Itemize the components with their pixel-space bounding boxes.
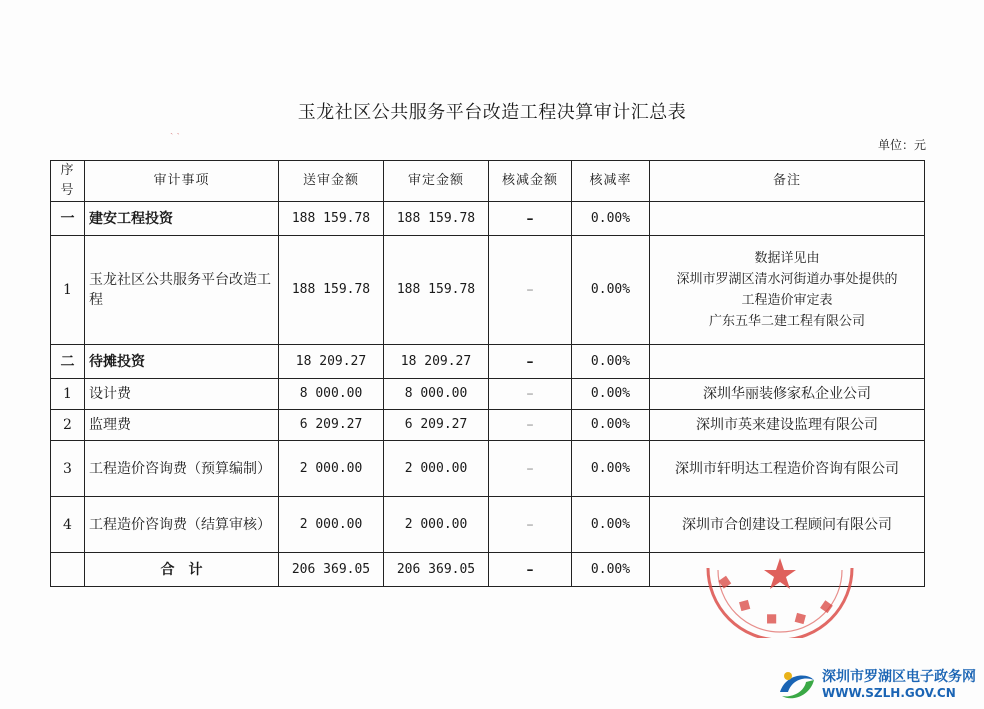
table-row: [51, 236, 925, 345]
official-seal-image: [700, 548, 860, 638]
col-header-submitted: 送审金额: [279, 161, 384, 202]
cell-submitted: 18 209.27: [279, 345, 384, 379]
col-header-reduced: 核减金额: [489, 161, 572, 202]
svg-text:■: ■: [737, 596, 752, 613]
unit-label: 单位：元: [877, 138, 926, 152]
cell-item: 监理费: [85, 410, 279, 441]
cell-submitted: 6 209.27: [279, 410, 384, 441]
cell-approved: 6 209.27: [384, 410, 489, 441]
cell-note: [650, 236, 925, 345]
watermark-en: WWW.SZLH.GOV.CN: [822, 686, 956, 700]
cell-submitted: 206 369.05: [279, 553, 384, 587]
watermark-cn: 深圳市罗湖区电子政务网: [822, 669, 976, 685]
cell-rate: 0.00%: [572, 497, 650, 553]
table-row-section-1: [51, 202, 925, 236]
cell-note: 深圳市合创建设工程顾问有限公司: [650, 497, 925, 553]
col-header-no: 序号: [51, 161, 85, 202]
cell-reduced: –: [489, 497, 572, 553]
cell-reduced: –: [489, 410, 572, 441]
table-row: [51, 379, 925, 410]
cell-reduced: –: [489, 236, 572, 345]
cell-note: 深圳市英来建设监理有限公司: [650, 410, 925, 441]
cell-submitted: 8 000.00: [279, 379, 384, 410]
cell-rate: 0.00%: [572, 345, 650, 379]
cell-reduced: –: [489, 379, 572, 410]
cell-rate: 0.00%: [572, 202, 650, 236]
cell-rate: 0.00%: [572, 441, 650, 497]
cell-reduced: –: [489, 202, 572, 236]
cell-reduced: –: [489, 553, 572, 587]
cell-no: 1: [51, 379, 85, 410]
table-row: [51, 441, 925, 497]
cell-item: 工程造价咨询费（预算编制）: [85, 441, 279, 497]
note-line: 数据详见由: [754, 251, 820, 266]
swirl-logo-icon: [776, 666, 818, 706]
cell-rate: 0.00%: [572, 553, 650, 587]
cell-approved: 8 000.00: [384, 379, 489, 410]
cell-item: 工程造价咨询费（结算审核）: [85, 497, 279, 553]
cell-submitted: 2 000.00: [279, 497, 384, 553]
cell-total-label: 合 计: [85, 553, 279, 587]
col-header-approved: 审定金额: [384, 161, 489, 202]
watermark-logo: [776, 664, 976, 708]
table-row: [51, 410, 925, 441]
table-row-section-2: [51, 345, 925, 379]
cell-note: 深圳市轩明达工程造价咨询有限公司: [650, 441, 925, 497]
cell-item: 玉龙社区公共服务平台改造工程: [85, 236, 279, 345]
cell-note: 深圳华丽装修家私企业公司: [650, 379, 925, 410]
cell-approved: 188 159.78: [384, 236, 489, 345]
cell-submitted: 2 000.00: [279, 441, 384, 497]
cell-no: 一: [51, 202, 85, 236]
cell-reduced: –: [489, 441, 572, 497]
cell-approved: 2 000.00: [384, 441, 489, 497]
cell-approved: 18 209.27: [384, 345, 489, 379]
cell-submitted: 188 159.78: [279, 236, 384, 345]
cell-no: [51, 553, 85, 587]
cell-rate: 0.00%: [572, 410, 650, 441]
note-line: 工程造价审定表: [741, 293, 833, 308]
svg-text:■: ■: [818, 596, 836, 615]
col-header-item: 审计事项: [85, 161, 279, 202]
svg-text:■: ■: [715, 572, 734, 591]
cell-no: 2: [51, 410, 85, 441]
header-row: [51, 161, 925, 202]
cell-approved: 2 000.00: [384, 497, 489, 553]
note-line: 广东五华二建工程有限公司: [708, 314, 865, 329]
cell-approved: 206 369.05: [384, 553, 489, 587]
note-line: 深圳市罗湖区清水河街道办事处提供的: [676, 272, 898, 287]
document-title: 玉龙社区公共服务平台改造工程决算审计汇总表: [297, 102, 687, 123]
cell-item: 建安工程投资: [85, 202, 279, 236]
scan-mark: ˎ ˏ: [170, 124, 180, 135]
cell-reduced: –: [489, 345, 572, 379]
audit-summary-table: [50, 160, 925, 587]
cell-no: 3: [51, 441, 85, 497]
svg-text:■: ■: [766, 611, 778, 625]
cell-note: [650, 345, 925, 379]
cell-note: [650, 202, 925, 236]
cell-no: 二: [51, 345, 85, 379]
cell-no: 1: [51, 236, 85, 345]
table-row: [51, 497, 925, 553]
cell-submitted: 188 159.78: [279, 202, 384, 236]
cell-rate: 0.00%: [572, 379, 650, 410]
cell-rate: 0.00%: [572, 236, 650, 345]
col-header-note: 备注: [650, 161, 925, 202]
svg-text:■: ■: [793, 609, 808, 626]
col-header-rate: 核减率: [572, 161, 650, 202]
cell-item: 待摊投资: [85, 345, 279, 379]
cell-no: 4: [51, 497, 85, 553]
cell-approved: 188 159.78: [384, 202, 489, 236]
cell-item: 设计费: [85, 379, 279, 410]
